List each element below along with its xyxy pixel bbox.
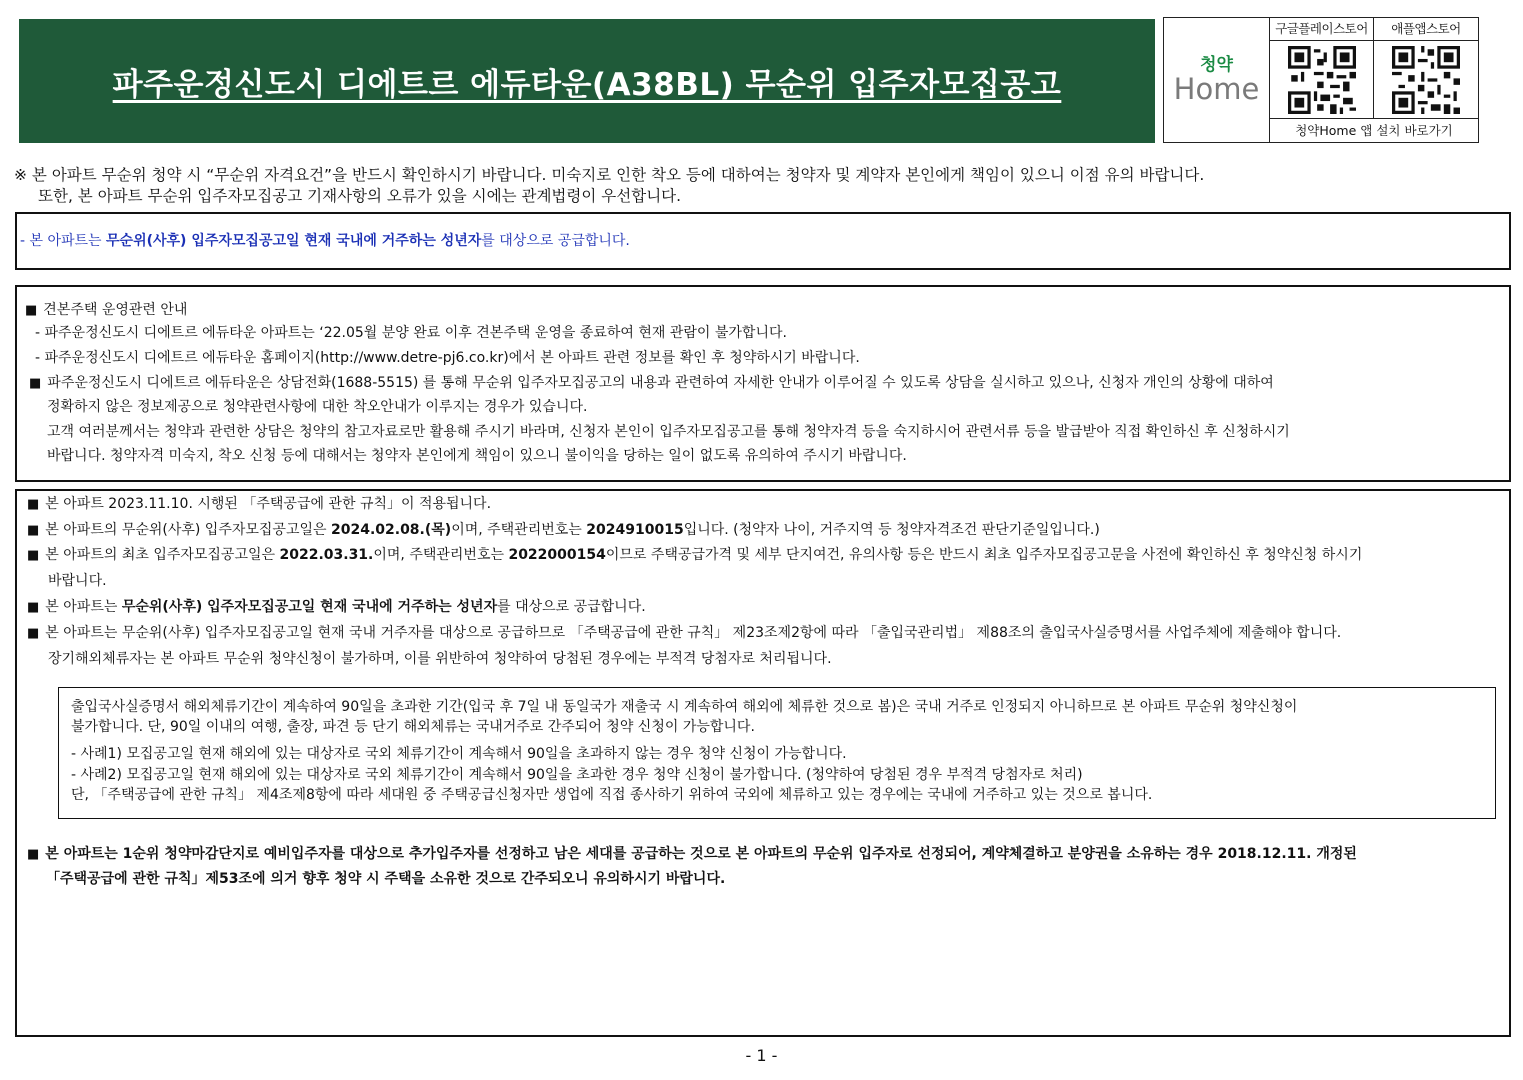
rule-5-text: 본 아파트는 무순위(사후) 입주자모집공고일 현재 국내 거주자를 대상으로 공급하므로 「주택공급에 관한 규칙」 제23조제2항에 따라 「출입국관리법」 제88조의 출입국사실증명서를 사업주체에 제출해야 합니다. [45, 625, 1342, 641]
square-bullet-icon: ■ [27, 497, 40, 512]
title-banner [19, 19, 1155, 143]
google-play-qr-cell[interactable] [1270, 18, 1374, 118]
rule-1 [27, 494, 491, 515]
model-house-heading [25, 300, 187, 321]
notice-bold: 무순위(사후) 입주자모집공고일 현재 국내에 거주하는 성년자 [106, 233, 482, 249]
consult-paragraph-line-3: 고객 여러분께서는 청약과 관련한 상담은 청약의 참고자료로만 활용해 주시기 바라며, 신청자 본인이 입주자모집공고를 통해 청약자격 등을 숙지하시어 관련서류 등을 발급받아 직접 확인하신 후 신청하시기 [47, 424, 1290, 440]
square-bullet-icon: ■ [27, 548, 40, 563]
google-play-label: 구글플레이스토어 [1270, 18, 1373, 41]
rule-2-date: 2024.02.08.(목) [330, 522, 452, 538]
rule-4-post: 를 대상으로 공급합니다. [497, 599, 646, 615]
consult-paragraph-text-1: 파주운정신도시 디에트르 에듀타운은 상담전화(1688-5515) 를 통해 무순위 입주자모집공고의 내용과 관련하여 자세한 안내가 이루어질 수 있도록 상담을 실시하고 있으나, 신청자 개인의 상황에 대하여 [47, 375, 1274, 391]
rules-box [15, 489, 1511, 1037]
rule-4-pre: 본 아파트는 [45, 599, 122, 615]
rule-2-pre: 본 아파트의 무순위(사후) 입주자모집공고일은 [45, 522, 331, 538]
rule-2-post: 입니다. (청약자 나이, 거주지역 등 청약자격조건 판단기준일입니다.) [683, 522, 1100, 538]
square-bullet-icon: ■ [25, 303, 38, 318]
model-house-item-1: - 파주운정신도시 디에트르 에듀타운 아파트는 ‘22.05월 분양 완료 이후 견본주택 운영을 종료하여 현재 관람이 불가합니다. [35, 325, 787, 341]
final-rule-line-1 [27, 844, 1357, 865]
overseas-line-2: 불가합니다. 단, 90일 이내의 여행, 출장, 파견 등 단기 해외체류는 국내거주로 간주되어 청약 신청이 가능합니다. [71, 719, 755, 735]
rule-2 [27, 520, 1100, 541]
app-install-link[interactable]: 청약Home 앱 설치 바로가기 [1270, 118, 1478, 142]
square-bullet-icon: ■ [27, 847, 40, 862]
rule-2-housing-number: 2024910015 [586, 522, 684, 538]
rule-3-post: 이므로 주택공급가격 및 세부 단지여건, 유의사항 등은 반드시 최초 입주자모집공고문을 사전에 확인하신 후 청약신청 하시기 [605, 547, 1363, 563]
warning-line-2: 또한, 본 아파트 무순위 입주자모집공고 기재사항의 오류가 있을 시에는 관계법령이 우선합니다. [38, 187, 682, 205]
supply-target-notice-box [15, 212, 1511, 270]
rule-5 [27, 623, 1341, 644]
notice-pre: - 본 아파트는 [20, 233, 107, 249]
rule-3-pre: 본 아파트의 최초 입주자모집공고일은 [45, 547, 280, 563]
overseas-case-1: - 사례1) 모집공고일 현재 해외에 있는 대상자로 국외 체류기간이 계속해서 90일을 초과하지 않는 경우 청약 신청이 가능합니다. [71, 746, 847, 762]
cheongyak-home-logo [1164, 18, 1270, 142]
overseas-stay-box [58, 687, 1496, 819]
overseas-case-2: - 사례2) 모집공고일 현재 해외에 있는 대상자로 국외 체류기간이 계속해서 90일을 초과한 경우 청약 신청이 불가합니다. (청약하여 당첨된 경우 부적격 당첨자로 처리) [71, 767, 1083, 783]
final-rule-line-2: 「주택공급에 관한 규칙」제53조에 의거 향후 청약 시 주택을 소유한 것으로 간주되오니 유의하시기 바랍니다. [46, 871, 726, 887]
model-house-box [15, 285, 1511, 482]
rule-4-bold: 무순위(사후) 입주자모집공고일 현재 국내에 거주하는 성년자 [121, 599, 498, 615]
rule-1-text: 본 아파트 2023.11.10. 시행된 「주택공급에 관한 규칙」이 적용됩니다. [45, 496, 492, 512]
rule-4 [27, 597, 646, 618]
square-bullet-icon: ■ [29, 376, 42, 391]
logo-top-text: 청약 [1200, 55, 1233, 75]
app-download-box [1163, 17, 1479, 143]
overseas-exception: 단, 「주택공급에 관한 규칙」 제4조제8항에 따라 세대원 중 주택공급신청자만 생업에 직접 종사하기 위하여 국외에 체류하고 있는 경우에는 국내에 거주하고 있는 것으로 봅니다. [71, 787, 1153, 803]
overseas-line-1: 출입국사실증명서 해외체류기간이 계속하여 90일을 초과한 기간(입국 후 7일 내 동일국가 재출국 시 계속하여 해외에 체류한 것으로 봄)은 국내 거주로 인정되지 아니하므로 본 아파트 무순위 청약신청이 [71, 699, 1298, 715]
rule-3-mid: 이며, 주택관리번호는 [373, 547, 509, 563]
final-rule-text-1: 본 아파트는 1순위 청약마감단지로 예비입주자를 대상으로 추가입주자를 선정하고 남은 세대를 공급하는 것으로 본 아파트의 무순위 입주자로 선정되어, 계약체결하고 분양권을 소유하는 경우 2018.12.11. 개정된 [45, 846, 1357, 862]
consult-paragraph-line-4: 바랍니다. 청약자격 미숙지, 착오 신청 등에 대해서는 청약자 본인에게 책임이 있으니 불이익을 당하는 일이 없도록 유의하여 주시기 바랍니다. [47, 448, 907, 464]
model-house-item-2: - 파주운정신도시 디에트르 에듀타운 홈페이지(http://www.detre-pj6.co.kr)에서 본 아파트 관련 정보를 확인 후 청약하시기 바랍니다. [35, 350, 860, 366]
square-bullet-icon: ■ [27, 523, 40, 538]
rule-3-date: 2022.03.31. [279, 547, 374, 563]
app-store-qr-icon[interactable] [1392, 46, 1460, 114]
consult-paragraph-line-1 [29, 373, 1274, 394]
consult-paragraph-line-2: 정확하지 않은 정보제공으로 청약관련사항에 대한 착오안내가 이루지는 경우가 있습니다. [47, 399, 588, 415]
supply-target-notice [20, 231, 630, 251]
rule-5-continuation: 장기해외체류자는 본 아파트 무순위 청약신청이 불가하며, 이를 위반하여 청약하여 당첨된 경우에는 부적격 당첨자로 처리됩니다. [48, 651, 832, 667]
page-title: 파주운정신도시 디에트르 에듀타운(A38BL) 무순위 입주자모집공고 [112, 66, 1062, 103]
square-bullet-icon: ■ [27, 626, 40, 641]
warning-line-1: ※ 본 아파트 무순위 청약 시 “무순위 자격요건”을 반드시 확인하시기 바랍니다. 미숙지로 인한 착오 등에 대하여는 청약자 및 계약자 본인에게 책임이 있으니 이점 유의 바랍니다. [14, 166, 1205, 184]
rule-2-mid: 이며, 주택관리번호는 [451, 522, 587, 538]
app-store-label: 애플앱스토어 [1374, 18, 1478, 41]
app-store-qr-cell[interactable] [1374, 18, 1478, 118]
rule-3-continuation: 바랍니다. [48, 573, 107, 589]
model-house-heading-text: 견본주택 운영관련 안내 [43, 302, 188, 318]
logo-home-text: Home [1173, 72, 1260, 106]
rule-3-housing-number: 2022000154 [508, 547, 606, 563]
notice-post: 를 대상으로 공급합니다. [481, 233, 630, 249]
google-play-qr-icon[interactable] [1288, 46, 1356, 114]
page-number: - 1 - [745, 1046, 778, 1065]
square-bullet-icon: ■ [27, 600, 40, 615]
rule-3 [27, 545, 1362, 566]
